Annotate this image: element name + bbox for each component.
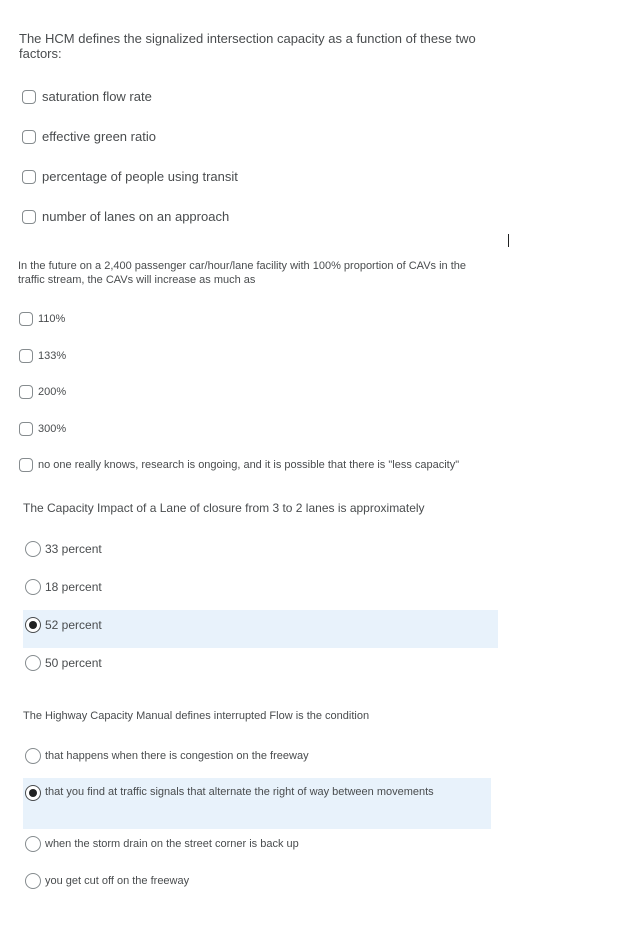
- checkbox[interactable]: [22, 210, 36, 224]
- q3-option-50-percent[interactable]: [25, 655, 102, 671]
- radio-button[interactable]: [25, 617, 41, 633]
- radio-button[interactable]: [25, 579, 41, 595]
- q1-option-saturation-flow-rate[interactable]: [22, 89, 152, 104]
- option-label: that happens when there is congestion on the freeway: [45, 750, 309, 762]
- radio-button[interactable]: [25, 873, 41, 889]
- checkbox[interactable]: [19, 312, 33, 326]
- option-label: when the storm drain on the street corner is back up: [45, 838, 299, 850]
- option-label: 133%: [38, 350, 67, 362]
- option-label: 33 percent: [45, 542, 102, 556]
- radio-button[interactable]: [25, 836, 41, 852]
- q3-option-33-percent[interactable]: [25, 541, 102, 557]
- q4-option-cut-off-freeway[interactable]: [25, 873, 189, 889]
- q1-option-effective-green-ratio[interactable]: [22, 129, 156, 144]
- option-label: effective green ratio: [42, 129, 156, 144]
- option-label: number of lanes on an approach: [42, 209, 230, 224]
- question-2-prompt: In the future on a 2,400 passenger car/hour/lane facility with 100% proportion of CAVs in the traffic stream, the CAVs will increase as much as: [18, 260, 467, 286]
- option-label: saturation flow rate: [42, 89, 152, 104]
- option-label: 200%: [38, 386, 67, 398]
- option-label: 110%: [38, 313, 66, 325]
- q2-option-300[interactable]: [19, 422, 66, 436]
- checkbox[interactable]: [22, 130, 36, 144]
- radio-button[interactable]: [25, 748, 41, 764]
- q2-option-110[interactable]: [19, 312, 65, 326]
- q4-option-storm-drain[interactable]: [25, 836, 299, 852]
- option-label: 300%: [38, 423, 67, 435]
- q2-option-200[interactable]: [19, 385, 66, 399]
- checkbox[interactable]: [19, 458, 33, 472]
- text-cursor: [508, 234, 509, 247]
- checkbox[interactable]: [22, 90, 36, 104]
- radio-button[interactable]: [25, 785, 41, 801]
- q1-option-percentage-transit[interactable]: [22, 169, 238, 184]
- q4-option-congestion-freeway[interactable]: [25, 748, 309, 764]
- radio-button[interactable]: [25, 655, 41, 671]
- q3-option-52-percent[interactable]: [25, 617, 102, 633]
- option-label: 18 percent: [45, 580, 102, 594]
- option-label: 52 percent: [45, 618, 102, 632]
- checkbox[interactable]: [19, 385, 33, 399]
- q1-option-number-of-lanes[interactable]: [22, 209, 229, 224]
- option-label: percentage of people using transit: [42, 169, 238, 184]
- q3-option-18-percent[interactable]: [25, 579, 102, 595]
- option-label: 50 percent: [45, 656, 102, 670]
- option-label: you get cut off on the freeway: [45, 875, 190, 887]
- q4-option-traffic-signals[interactable]: [25, 785, 455, 801]
- checkbox[interactable]: [19, 422, 33, 436]
- q2-option-133[interactable]: [19, 349, 66, 363]
- checkbox[interactable]: [19, 349, 33, 363]
- option-label: no one really knows, research is ongoing, and it is possible that there is "less capacity": [38, 459, 460, 471]
- q2-option-no-one-knows[interactable]: [19, 458, 469, 472]
- radio-button[interactable]: [25, 541, 41, 557]
- checkbox[interactable]: [22, 170, 36, 184]
- question-3-prompt: The Capacity Impact of a Lane of closure from 3 to 2 lanes is approximately: [23, 501, 425, 515]
- question-1-prompt: The HCM defines the signalized intersection capacity as a function of these two factors:: [19, 31, 476, 61]
- question-4-prompt: The Highway Capacity Manual defines interrupted Flow is the condition: [23, 710, 370, 722]
- option-label: that you find at traffic signals that alternate the right of way between movements: [45, 786, 434, 798]
